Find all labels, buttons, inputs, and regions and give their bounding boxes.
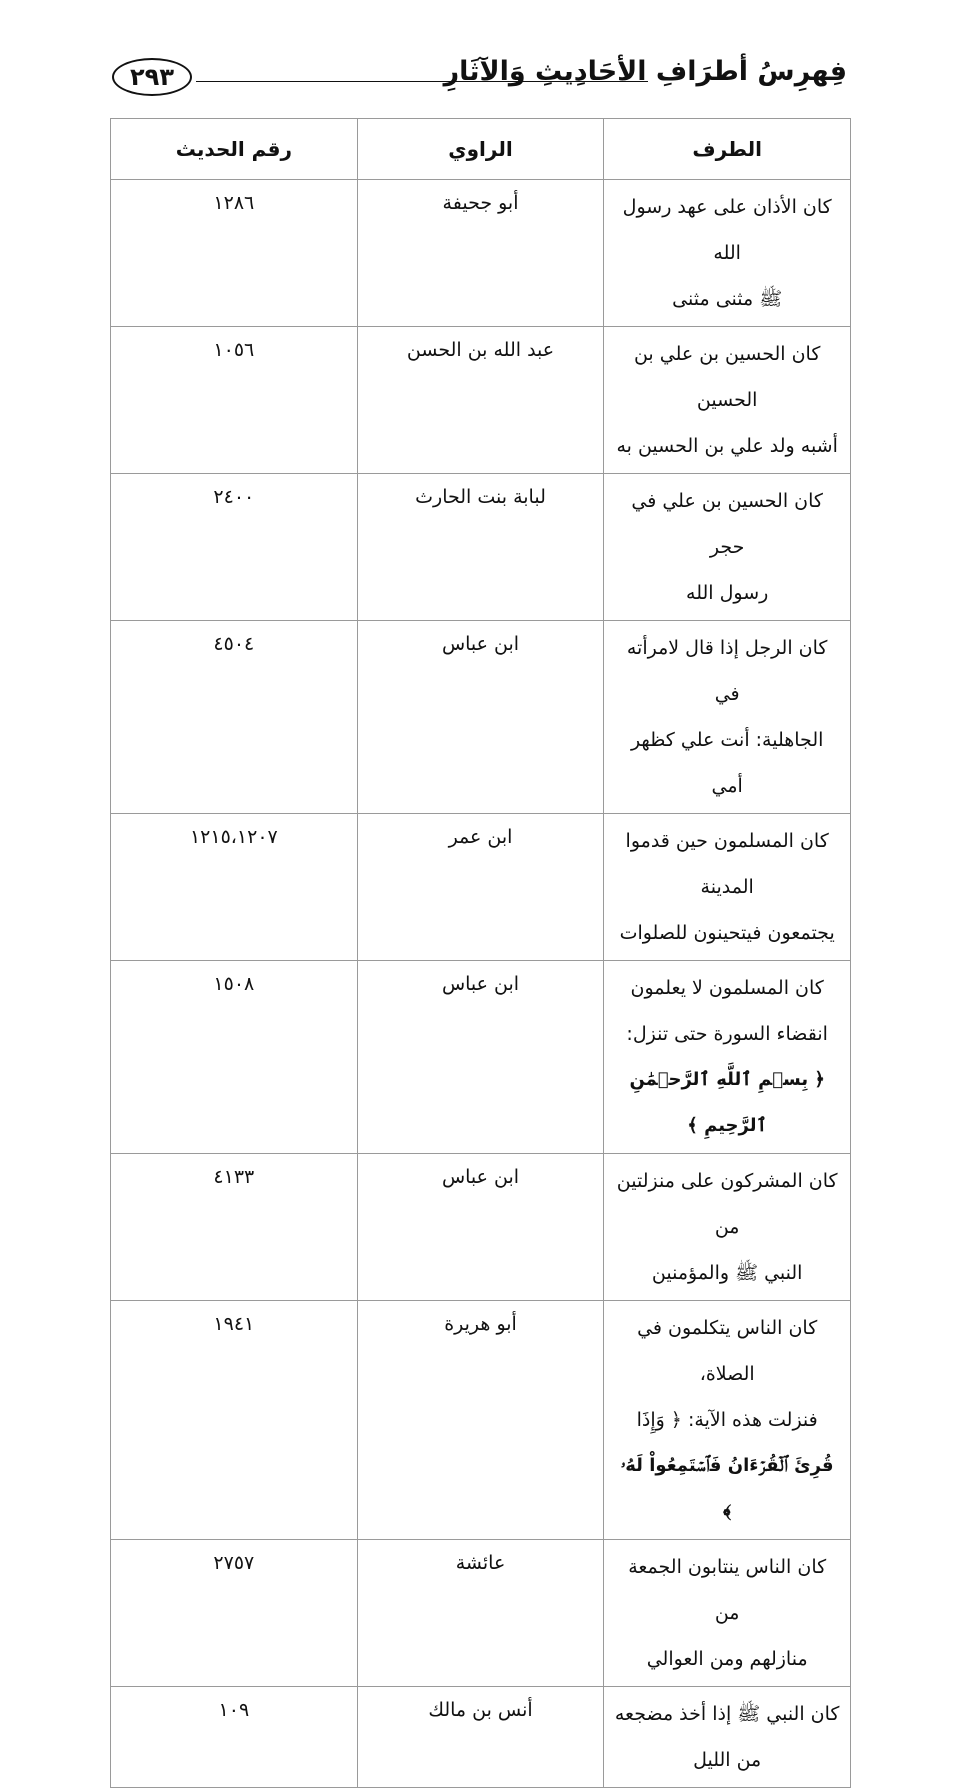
taraf-line: كان الناس ينتابون الجمعة من xyxy=(628,1556,827,1624)
raqm-cell: ١٠٩ xyxy=(111,1687,358,1788)
rawi-cell: أبو هريرة xyxy=(357,1301,604,1540)
table-row xyxy=(111,1301,851,1540)
rawi-cell: أبو جحيفة xyxy=(357,180,604,327)
taraf-line: انقضاء السورة حتى تنزل: xyxy=(626,1023,828,1045)
taraf-cell xyxy=(604,474,851,621)
table-row xyxy=(111,961,851,1154)
quran-verse: قُرِئَ ٱلۡقُرۡءَانُ فَٱسۡتَمِعُواْ لَهُۥ ﴾ xyxy=(620,1455,834,1522)
rawi-cell: عبد الله بن الحسن xyxy=(357,327,604,474)
quran-verse: ﴿ بِسۡمِ ٱللَّهِ ٱلرَّحۡمَٰنِ ٱلرَّحِيمِ ﴾ xyxy=(629,1069,825,1136)
taraf-cell xyxy=(604,180,851,327)
taraf-cell xyxy=(604,1301,851,1540)
table-header-row xyxy=(111,119,851,180)
taraf-cell xyxy=(604,1540,851,1687)
taraf-cell xyxy=(604,621,851,814)
column-header-raqm: رقم الحديث xyxy=(111,119,358,180)
rawi-cell: ابن عباس xyxy=(357,621,604,814)
table-row xyxy=(111,474,851,621)
raqm-cell: ٢٤٠٠ xyxy=(111,474,358,621)
taraf-line: كان المسلمون حين قدموا المدينة xyxy=(625,830,829,898)
rawi-cell: ابن عباس xyxy=(357,961,604,1154)
table-row xyxy=(111,1540,851,1687)
raqm-cell: ٤٥٠٤ xyxy=(111,621,358,814)
rawi-cell: عائشة xyxy=(357,1540,604,1687)
taraf-cell xyxy=(604,1687,851,1788)
column-header-taraf: الطرف xyxy=(604,119,851,180)
taraf-cell xyxy=(604,327,851,474)
taraf-line: يجتمعون فيتحينون للصلوات xyxy=(619,922,835,944)
page-header xyxy=(112,54,847,106)
taraf-line: رسول الله xyxy=(686,582,769,604)
raqm-cell: ٢٧٥٧ xyxy=(111,1540,358,1687)
taraf-line: ﷺ مثنى مثنى xyxy=(672,288,783,310)
table-row xyxy=(111,814,851,961)
raqm-cell: ٤١٣٣ xyxy=(111,1154,358,1301)
rawi-cell: ابن عمر xyxy=(357,814,604,961)
taraf-line: كان الحسين بن علي في حجر xyxy=(631,490,823,558)
taraf-line: من الليل xyxy=(693,1749,762,1771)
table-row xyxy=(111,1154,851,1301)
table-row xyxy=(111,621,851,814)
taraf-cell xyxy=(604,961,851,1154)
taraf-line: منازلهم ومن العوالي xyxy=(646,1648,808,1670)
taraf-line: النبي ﷺ والمؤمنين xyxy=(651,1262,803,1284)
taraf-line: كان الأذان على عهد رسول الله xyxy=(622,196,832,264)
taraf-line: الجاهلية: أنت علي كظهر أمي xyxy=(630,729,824,797)
page-number: ٢٩٣ xyxy=(112,58,192,96)
column-header-rawi: الراوي xyxy=(357,119,604,180)
taraf-line: فنزلت هذه الآية: ﴿ وَإِذَا xyxy=(636,1409,818,1431)
rawi-cell: أنس بن مالك xyxy=(357,1687,604,1788)
rawi-cell: ابن عباس xyxy=(357,1154,604,1301)
taraf-line: كان النبي ﷺ إذا أخذ مضجعه xyxy=(614,1703,840,1725)
raqm-cell: ١٠٥٦ xyxy=(111,327,358,474)
taraf-line: أشبه ولد علي بن الحسين به xyxy=(616,435,838,457)
table-row xyxy=(111,327,851,474)
taraf-line: كان الرجل إذا قال لامرأته في xyxy=(626,637,828,705)
raqm-cell: ١٩٤١ xyxy=(111,1301,358,1540)
raqm-cell: ١٢١٥،١٢٠٧ xyxy=(111,814,358,961)
taraf-cell xyxy=(604,814,851,961)
table-row xyxy=(111,1687,851,1788)
taraf-line: كان الناس يتكلمون في الصلاة، xyxy=(637,1317,818,1385)
table-row xyxy=(111,180,851,327)
taraf-line: كان الحسين بن علي بن الحسين xyxy=(633,343,821,411)
taraf-cell xyxy=(604,1154,851,1301)
rawi-cell: لبابة بنت الحارث xyxy=(357,474,604,621)
taraf-line: كان المسلمون لا يعلمون xyxy=(630,977,824,999)
raqm-cell: ١٥٠٨ xyxy=(111,961,358,1154)
taraf-line: كان المشركون على منزلتين من xyxy=(616,1170,838,1238)
hadith-index-table xyxy=(110,118,851,1788)
raqm-cell: ١٢٨٦ xyxy=(111,180,358,327)
header-title: فِهرِسُ أطرَافِ الأحَادِيثِ وَالآثَارِ xyxy=(443,56,847,87)
